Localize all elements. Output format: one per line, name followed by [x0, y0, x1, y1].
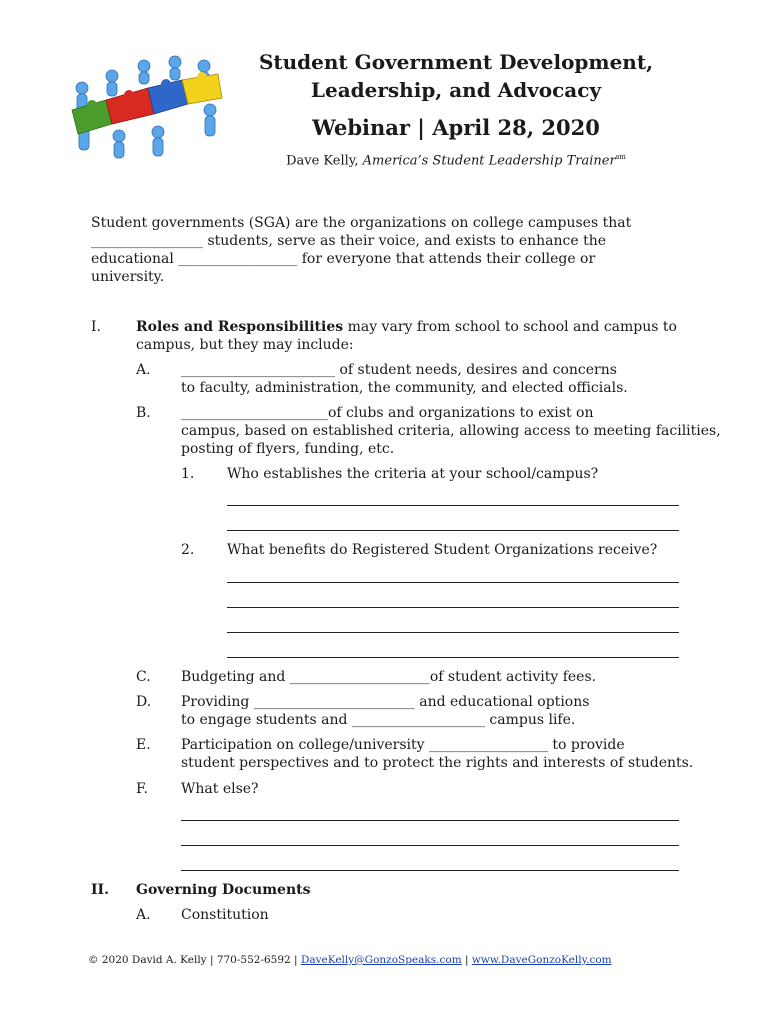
- document-title-line-1: Student Government Development,: [258, 50, 654, 74]
- item-text: student perspectives and to protect the rights and interests of students.: [181, 755, 694, 771]
- section-heading: Governing Documents: [136, 882, 311, 898]
- section-1-first-line: [136, 318, 677, 336]
- question-number: 2.: [181, 542, 195, 558]
- answer-line[interactable]: [227, 632, 679, 633]
- section-numeral: I.: [91, 319, 101, 335]
- question-text: Who establishes the criteria at your school/campus?: [227, 466, 599, 482]
- item-text: to engage students and ___________________ campus life.: [181, 712, 576, 728]
- answer-line[interactable]: [227, 582, 679, 583]
- item-letter: E.: [136, 737, 151, 753]
- intro-line: ________________ students, serve as their voice, and exists to enhance the: [91, 233, 606, 249]
- item-text: to faculty, administration, the community, and elected officials.: [181, 380, 628, 396]
- intro-line: educational _________________ for everyone that attends their college or: [91, 251, 596, 267]
- item-text: posting of flyers, funding, etc.: [181, 441, 395, 457]
- item-text: Budgeting and ____________________of student activity fees.: [181, 669, 597, 685]
- item-text: What else?: [181, 781, 259, 797]
- intro-line: Student governments (SGA) are the organizations on college campuses that: [91, 215, 632, 231]
- item-letter: B.: [136, 405, 151, 421]
- presenter-byline: [200, 153, 712, 168]
- footer-separator: |: [461, 954, 472, 966]
- item-letter: A.: [136, 907, 151, 923]
- section-1-text: may vary from school to school and campus to: [343, 319, 677, 335]
- answer-line[interactable]: [181, 870, 679, 871]
- item-text: Participation on college/university _________________ to provide: [181, 737, 625, 753]
- question-number: 1.: [181, 466, 195, 482]
- section-numeral: II.: [91, 882, 109, 898]
- answer-line[interactable]: [227, 657, 679, 658]
- item-text: ______________________ of student needs, desires and concerns: [181, 362, 617, 378]
- section-1-text: campus, but they may include:: [136, 337, 354, 353]
- footer-copyright: © 2020 David A. Kelly | 770-552-6592 |: [88, 954, 301, 966]
- item-text: Providing _______________________ and educational options: [181, 694, 590, 710]
- website-link[interactable]: www.DaveGonzoKelly.com: [471, 954, 612, 966]
- question-text: What benefits do Registered Student Organizations receive?: [227, 542, 658, 558]
- answer-line[interactable]: [227, 530, 679, 531]
- webinar-date-heading: Webinar | April 28, 2020: [312, 115, 600, 140]
- section-heading: Roles and Responsibilities: [136, 319, 344, 335]
- item-text: campus, based on established criteria, allowing access to meeting facilities,: [181, 423, 721, 439]
- presenter-name: Dave Kelly,: [286, 153, 363, 169]
- item-letter: A.: [136, 362, 151, 378]
- presenter-tagline: America’s Student Leadership Trainer: [362, 153, 616, 169]
- item-text: Constitution: [181, 907, 269, 923]
- item-text: _____________________of clubs and organizations to exist on: [181, 405, 594, 421]
- answer-line[interactable]: [181, 845, 679, 846]
- intro-line: university.: [91, 269, 165, 285]
- email-link[interactable]: DaveKelly@GonzoSpeaks.com: [300, 954, 462, 966]
- item-letter: C.: [136, 669, 151, 685]
- item-letter: D.: [136, 694, 152, 710]
- document-title-line-2: Leadership, and Advocacy: [310, 78, 602, 102]
- answer-line[interactable]: [227, 607, 679, 608]
- page-footer: [88, 954, 612, 966]
- item-letter: F.: [136, 781, 148, 797]
- answer-line[interactable]: [181, 820, 679, 821]
- answer-line[interactable]: [227, 505, 679, 506]
- service-mark: sm: [615, 153, 626, 161]
